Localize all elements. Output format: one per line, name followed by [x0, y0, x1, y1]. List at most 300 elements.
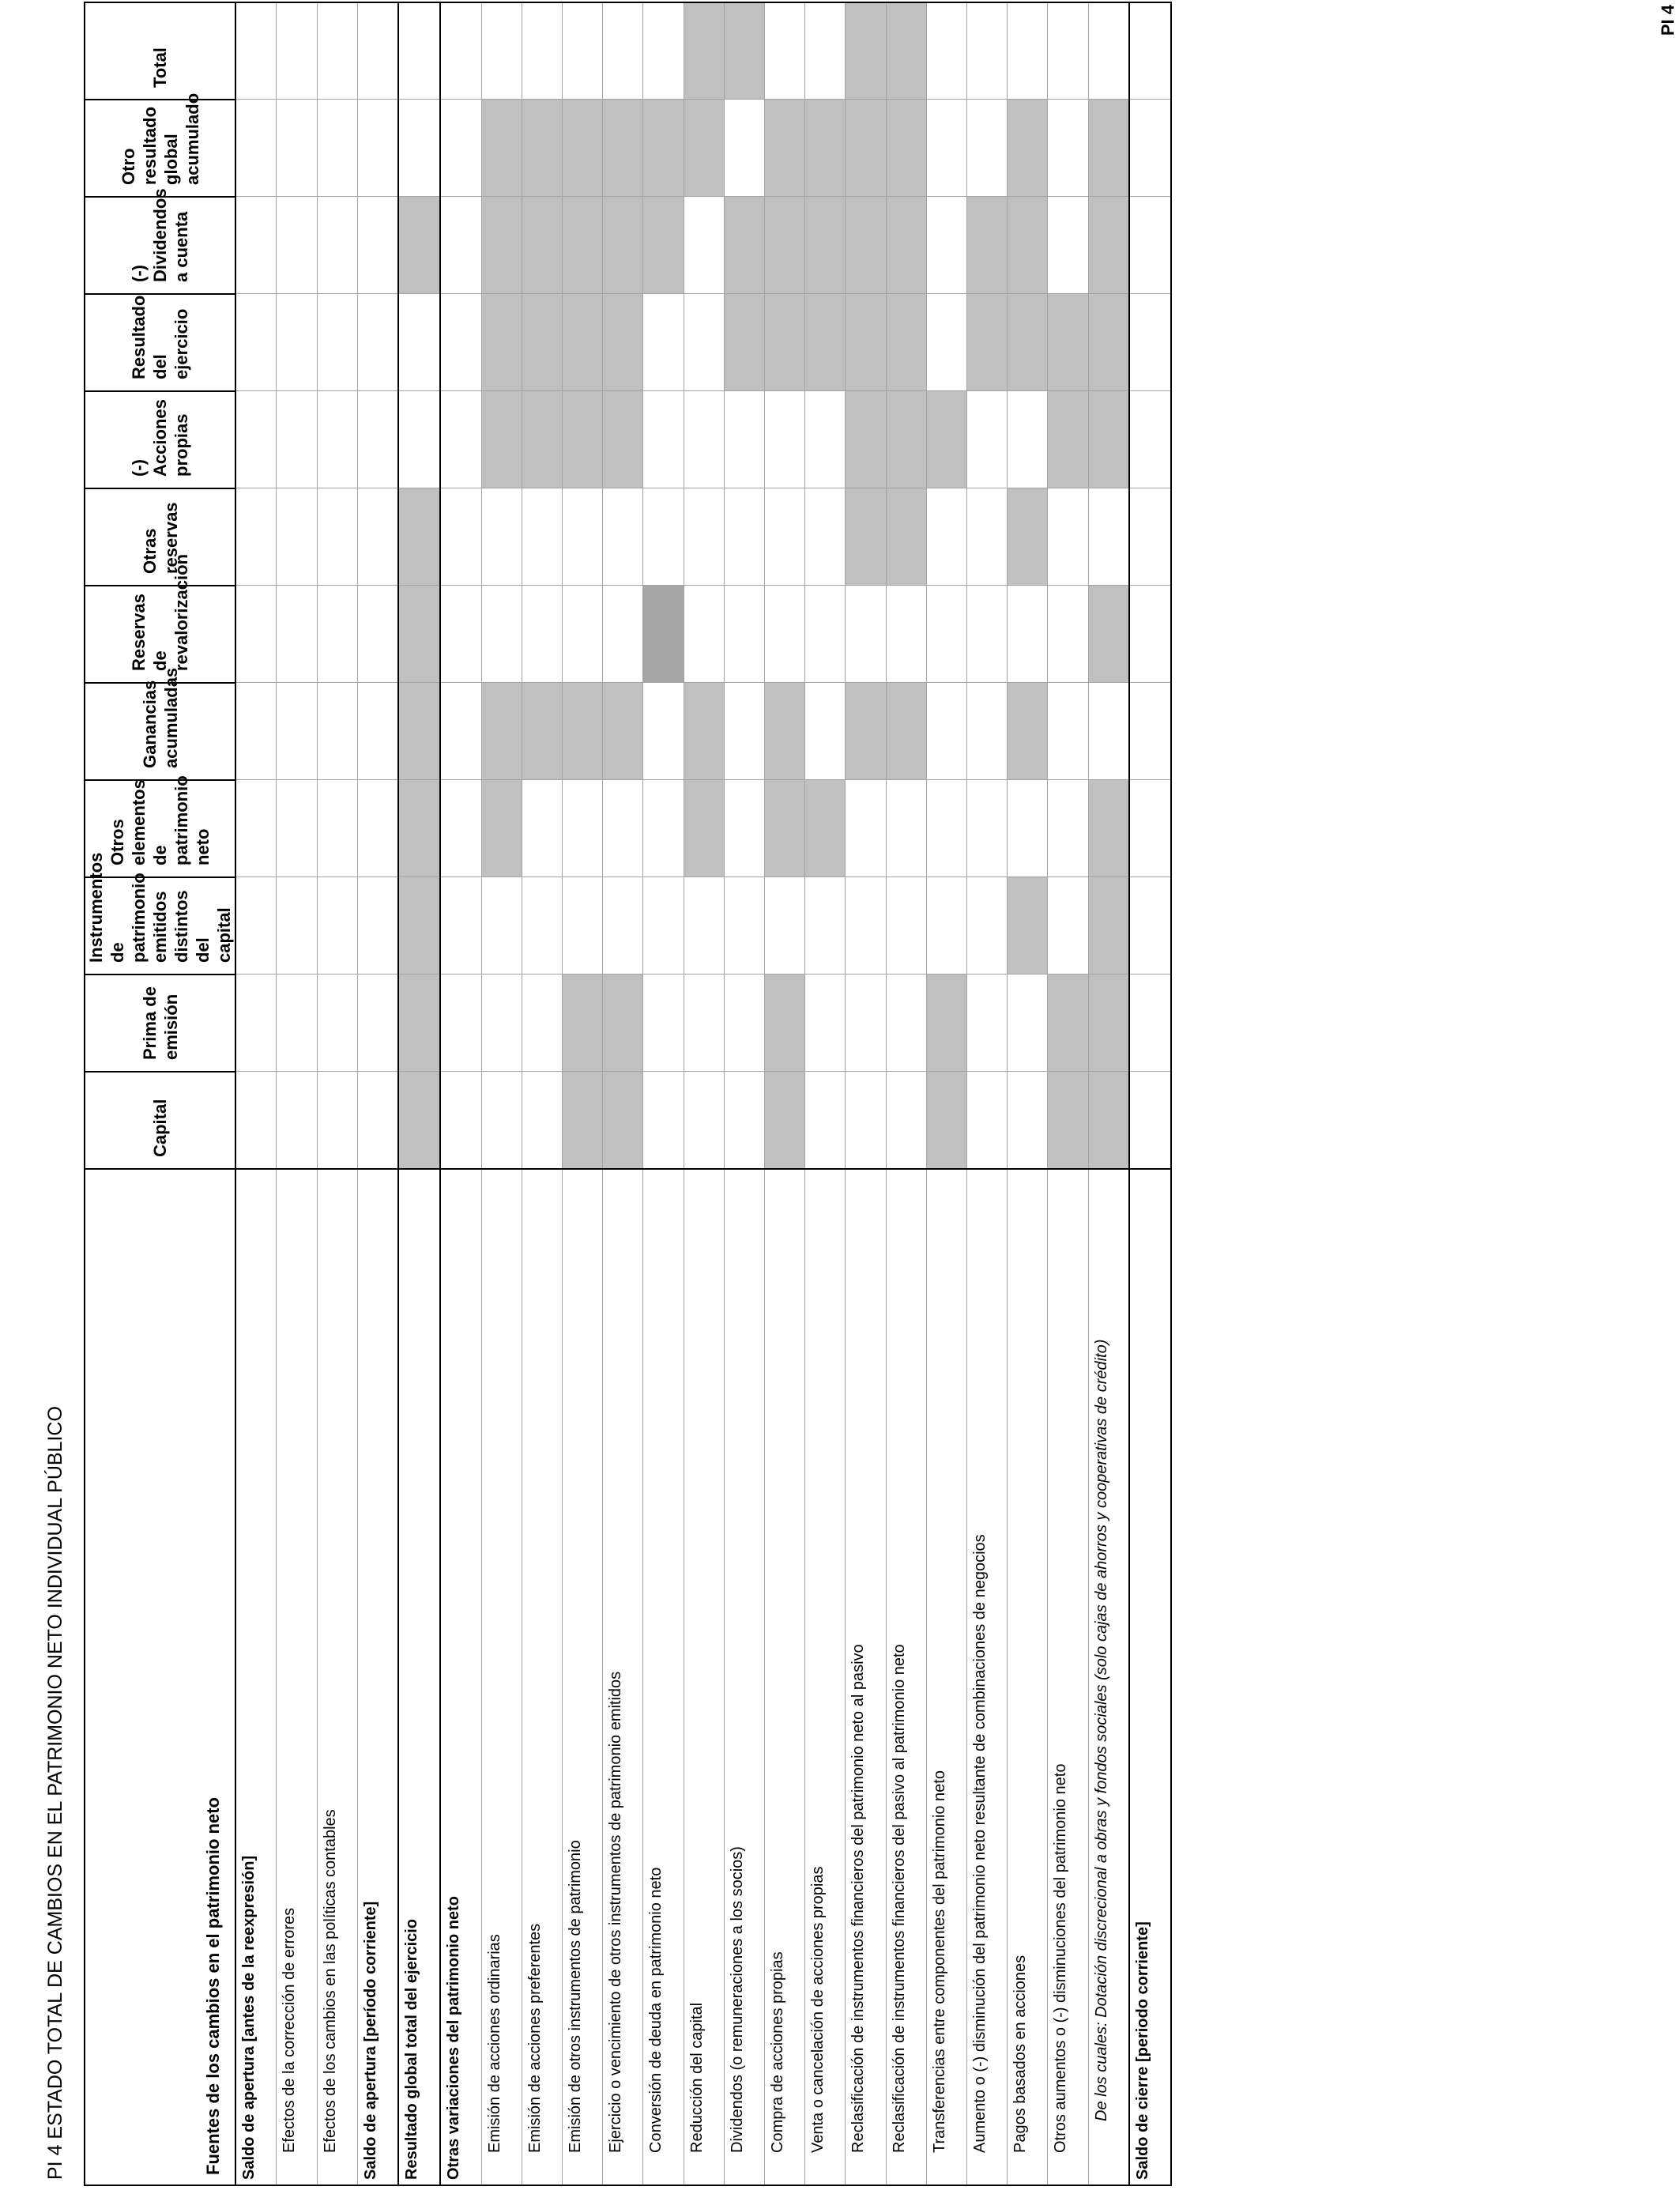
input-cell[interactable] [1048, 683, 1088, 780]
row-label: Saldo de cierre [periodo corriente] [1129, 1169, 1171, 2185]
input-cell[interactable] [1048, 488, 1088, 586]
input-cell[interactable] [235, 100, 277, 197]
row-label: Ejercicio o vencimiento de otros instrumentos de patrimonio emitidos [603, 1169, 643, 2185]
row-label: Efectos de la corrección de errores [277, 1169, 317, 2185]
shaded-cell [764, 780, 804, 877]
shaded-cell [724, 2, 764, 100]
input-cell[interactable] [1048, 586, 1088, 683]
input-cell[interactable] [764, 586, 804, 683]
shaded-cell [1048, 1072, 1088, 1169]
input-cell[interactable] [846, 1072, 886, 1169]
input-cell[interactable] [522, 2, 562, 100]
input-cell[interactable] [846, 586, 886, 683]
column-header: Capital [85, 1072, 235, 1169]
input-cell[interactable] [926, 780, 966, 877]
input-cell[interactable] [398, 2, 440, 100]
input-cell[interactable] [317, 197, 357, 294]
shaded-cell [886, 488, 926, 586]
input-cell[interactable] [643, 683, 684, 780]
shaded-cell [603, 683, 643, 780]
shaded-cell [398, 586, 440, 683]
shaded-cell [805, 780, 846, 877]
table-row [317, 2, 357, 2185]
shaded-cell [1088, 294, 1129, 391]
input-cell[interactable] [603, 586, 643, 683]
shaded-cell [562, 100, 602, 197]
input-cell[interactable] [357, 1072, 398, 1169]
input-cell[interactable] [1008, 586, 1048, 683]
input-cell[interactable] [235, 586, 277, 683]
input-cell[interactable] [926, 197, 966, 294]
input-cell[interactable] [235, 2, 277, 100]
table-row [440, 2, 481, 2185]
input-cell[interactable] [357, 974, 398, 1072]
row-label: Reducción del capital [684, 1169, 724, 2185]
input-cell[interactable] [886, 974, 926, 1072]
input-cell[interactable] [1129, 974, 1171, 1072]
row-label: Venta o cancelación de acciones propias [805, 1169, 846, 2185]
input-cell[interactable] [805, 683, 846, 780]
input-cell[interactable] [926, 586, 966, 683]
shaded-cell [562, 683, 602, 780]
shaded-cell [1008, 197, 1048, 294]
input-cell[interactable] [643, 1072, 684, 1169]
table-row [926, 2, 966, 2185]
input-cell[interactable] [603, 780, 643, 877]
shaded-cell [522, 100, 562, 197]
input-cell[interactable] [926, 100, 966, 197]
shaded-cell [1088, 586, 1129, 683]
input-cell[interactable] [643, 974, 684, 1072]
input-cell[interactable] [603, 488, 643, 586]
shaded-cell [481, 683, 522, 780]
input-cell[interactable] [562, 2, 602, 100]
input-cell[interactable] [522, 586, 562, 683]
row-label: Conversión de deuda en patrimonio neto [643, 1169, 684, 2185]
shaded-cell [684, 100, 724, 197]
input-cell[interactable] [562, 488, 602, 586]
table-row [398, 2, 440, 2185]
input-cell[interactable] [926, 294, 966, 391]
shaded-cell [1008, 488, 1048, 586]
input-cell[interactable] [317, 488, 357, 586]
shaded-cell [1048, 391, 1088, 488]
table-row [967, 2, 1008, 2185]
input-cell[interactable] [886, 586, 926, 683]
input-cell[interactable] [277, 294, 317, 391]
input-cell[interactable] [1129, 780, 1171, 877]
row-label: Emisión de acciones ordinarias [481, 1169, 522, 2185]
input-cell[interactable] [277, 197, 317, 294]
row-label: Emisión de acciones preferentes [522, 1169, 562, 2185]
input-cell[interactable] [967, 100, 1008, 197]
input-cell[interactable] [522, 488, 562, 586]
input-cell[interactable] [805, 391, 846, 488]
table-row [846, 2, 886, 2185]
shaded-cell [398, 1072, 440, 1169]
table-row [481, 2, 522, 2185]
column-header: Otras reservas [85, 488, 235, 586]
input-cell[interactable] [603, 2, 643, 100]
input-cell[interactable] [967, 2, 1008, 100]
input-cell[interactable] [967, 683, 1008, 780]
input-cell[interactable] [317, 974, 357, 1072]
shaded-cell [481, 294, 522, 391]
input-cell[interactable] [684, 391, 724, 488]
input-cell[interactable] [398, 294, 440, 391]
input-cell[interactable] [926, 683, 966, 780]
input-cell[interactable] [357, 391, 398, 488]
shaded-cell [886, 197, 926, 294]
input-cell[interactable] [277, 100, 317, 197]
input-cell[interactable] [277, 780, 317, 877]
input-cell[interactable] [724, 683, 764, 780]
input-cell[interactable] [277, 488, 317, 586]
input-cell[interactable] [317, 2, 357, 100]
input-cell[interactable] [1129, 197, 1171, 294]
table-row [1008, 2, 1048, 2185]
input-cell[interactable] [481, 877, 522, 974]
shaded-cell [805, 197, 846, 294]
input-cell[interactable] [643, 780, 684, 877]
input-cell[interactable] [235, 1072, 277, 1169]
column-header: Total [85, 2, 235, 100]
input-cell[interactable] [317, 780, 357, 877]
table-row [886, 2, 926, 2185]
input-cell[interactable] [357, 586, 398, 683]
row-label: Saldo de apertura [antes de la reexpresión] [235, 1169, 277, 2185]
input-cell[interactable] [440, 391, 481, 488]
shaded-cell [764, 683, 804, 780]
input-cell[interactable] [357, 780, 398, 877]
input-cell[interactable] [684, 974, 724, 1072]
input-cell[interactable] [1129, 391, 1171, 488]
input-cell[interactable] [643, 294, 684, 391]
input-cell[interactable] [643, 2, 684, 100]
table-row [764, 2, 804, 2185]
input-cell[interactable] [235, 974, 277, 1072]
shaded-cell [603, 197, 643, 294]
input-cell[interactable] [481, 974, 522, 1072]
input-cell[interactable] [317, 100, 357, 197]
input-cell[interactable] [886, 877, 926, 974]
input-cell[interactable] [357, 100, 398, 197]
input-cell[interactable] [967, 488, 1008, 586]
input-cell[interactable] [440, 197, 481, 294]
input-cell[interactable] [1129, 877, 1171, 974]
input-cell[interactable] [1129, 1072, 1171, 1169]
shaded-cell [522, 294, 562, 391]
column-header: (-) Dividendos a cuenta [85, 197, 235, 294]
input-cell[interactable] [926, 2, 966, 100]
input-cell[interactable] [357, 488, 398, 586]
input-cell[interactable] [1008, 974, 1048, 1072]
input-cell[interactable] [440, 2, 481, 100]
input-cell[interactable] [967, 877, 1008, 974]
shaded-cell [481, 100, 522, 197]
input-cell[interactable] [724, 488, 764, 586]
row-label: Reclasificación de instrumentos financieros del pasivo al patrimonio neto [886, 1169, 926, 2185]
input-cell[interactable] [764, 2, 804, 100]
input-cell[interactable] [764, 391, 804, 488]
input-cell[interactable] [1129, 294, 1171, 391]
shaded-cell [805, 294, 846, 391]
input-cell[interactable] [317, 391, 357, 488]
input-cell[interactable] [277, 683, 317, 780]
input-cell[interactable] [440, 974, 481, 1072]
shaded-cell [846, 391, 886, 488]
input-cell[interactable] [724, 877, 764, 974]
input-cell[interactable] [522, 1072, 562, 1169]
input-cell[interactable] [481, 586, 522, 683]
rotated-report [40, 5, 1177, 2186]
row-label: Efectos de los cambios en las políticas contables [317, 1169, 357, 2185]
input-cell[interactable] [317, 683, 357, 780]
input-cell[interactable] [805, 2, 846, 100]
shaded-cell [1048, 974, 1088, 1072]
changes-in-equity-table [84, 6, 1172, 2186]
shaded-cell [481, 780, 522, 877]
input-cell[interactable] [967, 586, 1008, 683]
input-cell[interactable] [886, 1072, 926, 1169]
input-cell[interactable] [967, 974, 1008, 1072]
shaded-cell [398, 877, 440, 974]
input-cell[interactable] [235, 780, 277, 877]
column-header: Otros elementos de patrimonio neto [85, 780, 235, 877]
table-row [805, 2, 846, 2185]
input-cell[interactable] [805, 974, 846, 1072]
shaded-cell [1008, 100, 1048, 197]
input-cell[interactable] [684, 294, 724, 391]
input-cell[interactable] [1008, 780, 1048, 877]
input-cell[interactable] [1048, 197, 1088, 294]
shaded-cell [1088, 197, 1129, 294]
shaded-cell [684, 780, 724, 877]
input-cell[interactable] [764, 877, 804, 974]
table-row [684, 2, 724, 2185]
input-cell[interactable] [846, 780, 886, 877]
input-cell[interactable] [481, 488, 522, 586]
input-cell[interactable] [967, 391, 1008, 488]
input-cell[interactable] [235, 391, 277, 488]
input-cell[interactable] [235, 294, 277, 391]
input-cell[interactable] [317, 294, 357, 391]
input-cell[interactable] [724, 974, 764, 1072]
table-body [235, 2, 1171, 2185]
input-cell[interactable] [235, 683, 277, 780]
input-cell[interactable] [481, 1072, 522, 1169]
shaded-cell [522, 391, 562, 488]
input-cell[interactable] [277, 2, 317, 100]
input-cell[interactable] [440, 294, 481, 391]
input-cell[interactable] [440, 877, 481, 974]
input-cell[interactable] [1129, 488, 1171, 586]
shaded-cell [1088, 1072, 1129, 1169]
shaded-cell [764, 974, 804, 1072]
shaded-cell [1088, 974, 1129, 1072]
input-cell[interactable] [562, 586, 602, 683]
shaded-cell [886, 391, 926, 488]
table-row [562, 2, 602, 2185]
input-cell[interactable] [277, 974, 317, 1072]
input-cell[interactable] [926, 488, 966, 586]
shaded-cell [1088, 391, 1129, 488]
shaded-cell [846, 100, 886, 197]
input-cell[interactable] [1129, 100, 1171, 197]
input-cell[interactable] [1008, 1072, 1048, 1169]
table-row [357, 2, 398, 2185]
input-cell[interactable] [643, 488, 684, 586]
input-cell[interactable] [522, 877, 562, 974]
input-cell[interactable] [277, 586, 317, 683]
row-label: Reclasificación de instrumentos financieros del patrimonio neto al pasivo [846, 1169, 886, 2185]
input-cell[interactable] [1048, 780, 1088, 877]
shaded-cell [886, 294, 926, 391]
shaded-cell [481, 197, 522, 294]
input-cell[interactable] [1088, 2, 1129, 100]
shaded-cell [1008, 294, 1048, 391]
shaded-cell [967, 197, 1008, 294]
shaded-cell [603, 391, 643, 488]
input-cell[interactable] [724, 100, 764, 197]
shaded-cell [846, 488, 886, 586]
column-header: Ganancias acumuladas [85, 683, 235, 780]
input-cell[interactable] [724, 780, 764, 877]
input-cell[interactable] [1088, 488, 1129, 586]
column-header: Prima de emisión [85, 974, 235, 1072]
input-cell[interactable] [277, 1072, 317, 1169]
input-cell[interactable] [805, 586, 846, 683]
input-cell[interactable] [440, 586, 481, 683]
input-cell[interactable] [357, 2, 398, 100]
shaded-cell [398, 197, 440, 294]
input-cell[interactable] [643, 877, 684, 974]
input-cell[interactable] [277, 877, 317, 974]
shaded-cell [603, 100, 643, 197]
input-cell[interactable] [967, 780, 1008, 877]
input-cell[interactable] [724, 1072, 764, 1169]
input-cell[interactable] [562, 780, 602, 877]
row-label: Pagos basados en acciones [1008, 1169, 1048, 2185]
shaded-cell [522, 683, 562, 780]
table-row [522, 2, 562, 2185]
shaded-cell [764, 197, 804, 294]
input-cell[interactable] [1129, 586, 1171, 683]
shaded-cell [603, 974, 643, 1072]
shaded-cell [764, 294, 804, 391]
input-cell[interactable] [967, 1072, 1008, 1169]
input-cell[interactable] [684, 1072, 724, 1169]
input-cell[interactable] [603, 877, 643, 974]
input-cell[interactable] [724, 586, 764, 683]
input-cell[interactable] [1008, 391, 1048, 488]
input-cell[interactable] [357, 294, 398, 391]
input-cell[interactable] [724, 391, 764, 488]
input-cell[interactable] [235, 488, 277, 586]
shaded-cell [805, 100, 846, 197]
input-cell[interactable] [684, 488, 724, 586]
input-cell[interactable] [277, 391, 317, 488]
input-cell[interactable] [235, 197, 277, 294]
input-cell[interactable] [846, 974, 886, 1072]
input-cell[interactable] [764, 488, 804, 586]
input-cell[interactable] [357, 877, 398, 974]
input-cell[interactable] [1048, 100, 1088, 197]
input-cell[interactable] [886, 780, 926, 877]
input-cell[interactable] [846, 877, 886, 974]
input-cell[interactable] [562, 877, 602, 974]
equity-table [84, 2, 1172, 2186]
shaded-cell [1008, 683, 1048, 780]
input-cell[interactable] [1129, 683, 1171, 780]
input-cell[interactable] [440, 780, 481, 877]
input-cell[interactable] [1008, 2, 1048, 100]
row-label: Compra de acciones propias [764, 1169, 804, 2185]
shaded-cell [1088, 877, 1129, 974]
input-cell[interactable] [1129, 2, 1171, 100]
input-cell[interactable] [317, 877, 357, 974]
input-cell[interactable] [926, 877, 966, 974]
report-title: PI 4 ESTADO TOTAL DE CAMBIOS EN EL PATRIMONIO NETO INDIVIDUAL PÚBLICO [44, 1406, 66, 2180]
shaded-cell [398, 974, 440, 1072]
shaded-cell [846, 197, 886, 294]
input-cell[interactable] [440, 100, 481, 197]
shaded-cell [846, 2, 886, 100]
input-cell[interactable] [522, 780, 562, 877]
shaded-cell [1008, 877, 1048, 974]
shaded-cell [846, 294, 886, 391]
shaded-cell [724, 197, 764, 294]
input-cell[interactable] [684, 877, 724, 974]
input-cell[interactable] [643, 391, 684, 488]
table-row [603, 2, 643, 2185]
row-label: Transferencias entre componentes del patrimonio neto [926, 1169, 966, 2185]
input-cell[interactable] [481, 2, 522, 100]
input-cell[interactable] [684, 586, 724, 683]
table-row [1088, 2, 1129, 2185]
input-cell[interactable] [440, 488, 481, 586]
input-cell[interactable] [522, 974, 562, 1072]
input-cell[interactable] [684, 197, 724, 294]
input-cell[interactable] [805, 488, 846, 586]
input-cell[interactable] [317, 586, 357, 683]
shaded-cell [398, 683, 440, 780]
input-cell[interactable] [805, 877, 846, 974]
table-row [1048, 2, 1088, 2185]
input-cell[interactable] [440, 1072, 481, 1169]
input-cell[interactable] [440, 683, 481, 780]
shaded-cell [967, 294, 1008, 391]
input-cell[interactable] [1088, 683, 1129, 780]
input-cell[interactable] [317, 1072, 357, 1169]
input-cell[interactable] [1048, 877, 1088, 974]
input-cell[interactable] [357, 683, 398, 780]
input-cell[interactable] [235, 877, 277, 974]
corner-header: Fuentes de los cambios en el patrimonio neto [85, 1169, 235, 2185]
input-cell[interactable] [805, 1072, 846, 1169]
input-cell[interactable] [357, 197, 398, 294]
input-cell[interactable] [1048, 2, 1088, 100]
table-row [724, 2, 764, 2185]
table-row [277, 2, 317, 2185]
shaded-cell [522, 197, 562, 294]
shaded-cell [398, 488, 440, 586]
shaded-cell [643, 100, 684, 197]
table-row [643, 2, 684, 2185]
shaded-cell [764, 100, 804, 197]
input-cell[interactable] [398, 100, 440, 197]
input-cell[interactable] [398, 391, 440, 488]
